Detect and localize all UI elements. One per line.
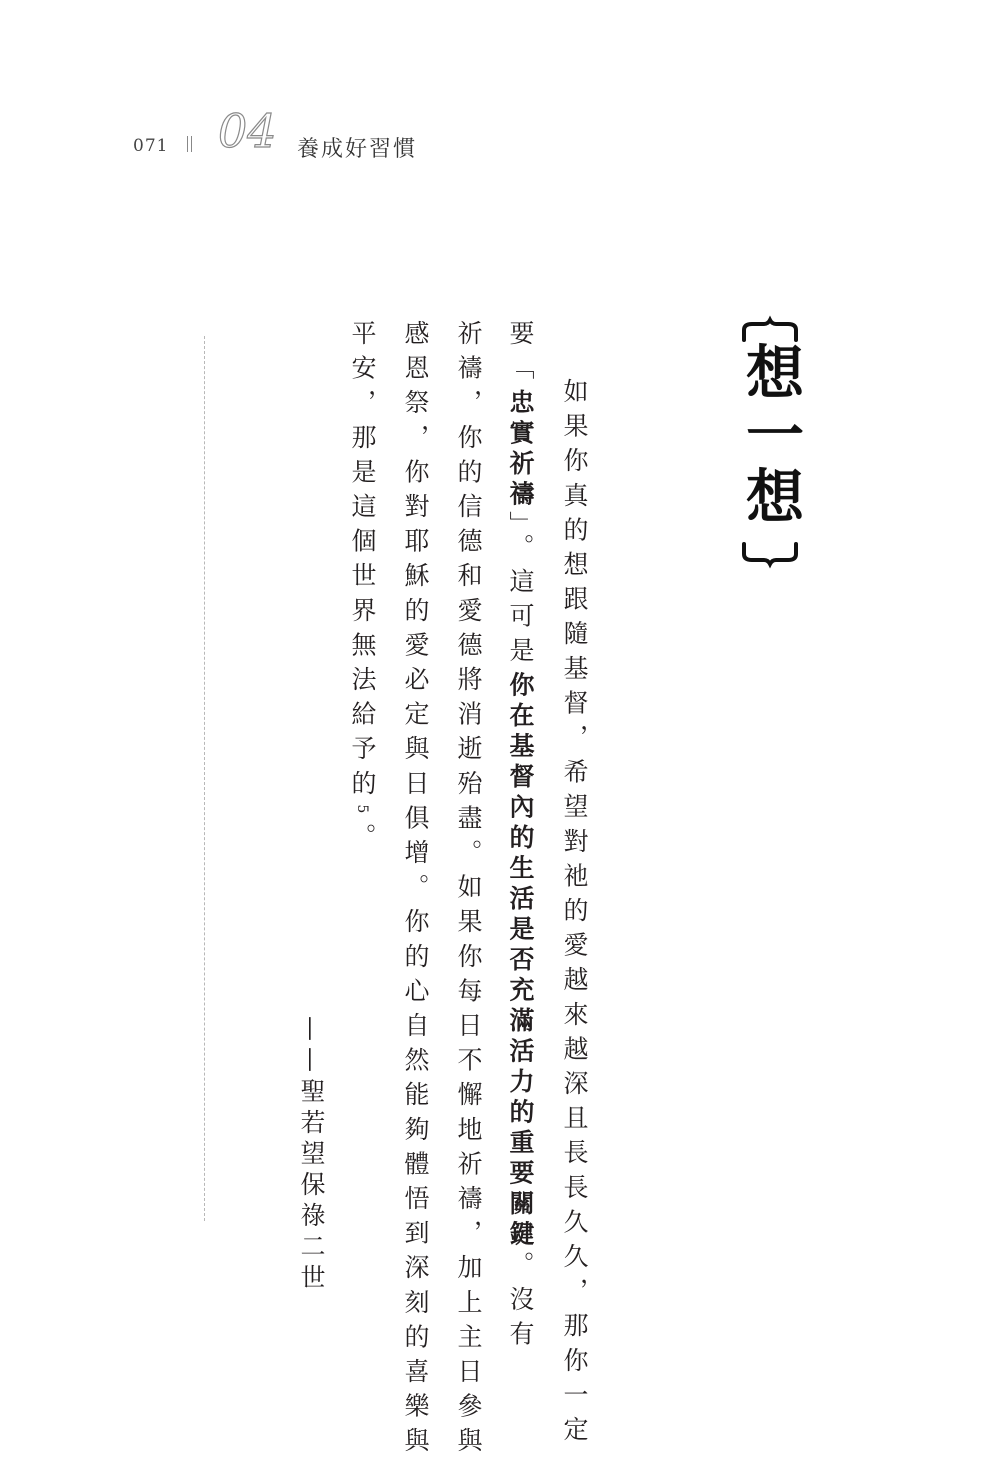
quote-column-3: [453, 320, 483, 1462]
quote-attribution: [296, 1016, 326, 1295]
bottom-bracket-ornament: [742, 540, 798, 566]
attribution-text: ——聖若望保祿二世: [297, 1016, 326, 1295]
quote-text: 感恩祭，你對耶穌的愛必定與日俱增。你的心自然能夠體悟到深刻的喜樂與: [401, 320, 430, 1462]
page-number: 071: [133, 136, 169, 156]
emphasis-text: 你在基督內的生活是否充滿活力的重要關鍵: [506, 671, 535, 1252]
quote-column-1: [559, 378, 589, 1451]
header-divider: [187, 136, 192, 152]
quote-text: 。沒有: [506, 1251, 535, 1356]
quote-text: 平安，那是這個世界無法給予的: [348, 320, 377, 805]
dashed-rule: [204, 336, 205, 1221]
quote-text: 」。這可是: [506, 511, 535, 672]
chapter-number: 04: [218, 104, 277, 158]
section-heading-title: 想一想: [736, 342, 804, 528]
quote-column-2: [505, 320, 535, 1355]
emphasis-text: 忠實祈禱: [506, 389, 535, 512]
section-heading: [736, 318, 804, 568]
chapter-title: 養成好習慣: [297, 137, 418, 162]
quote-text: 。: [348, 822, 377, 858]
top-bracket-ornament: [742, 318, 798, 344]
quote-column-4: [400, 320, 430, 1462]
quote-text: 祈禱，你的信德和愛德將消逝殆盡。如果你每日不懈地祈禱，加上主日參與: [454, 320, 483, 1462]
quote-text: 要「: [506, 320, 535, 390]
quote-text: 如果你真的想跟隨基督，希望對祂的愛越來越深且長長久久，那你一定: [560, 378, 589, 1451]
running-header: [0, 0, 1000, 200]
footnote-marker: 5: [354, 804, 370, 823]
quote-column-5: [347, 320, 377, 858]
